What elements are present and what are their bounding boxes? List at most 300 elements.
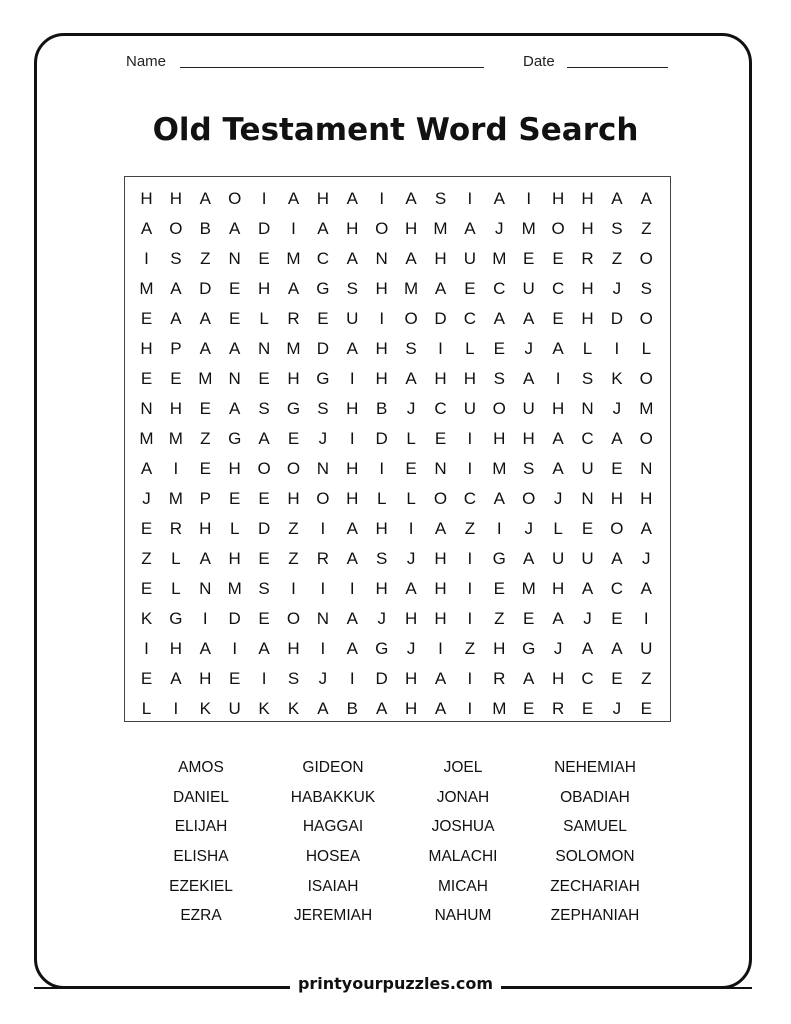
grid-letter[interactable]: H (404, 219, 418, 238)
grid-letter[interactable]: G (492, 549, 506, 568)
grid-letter[interactable]: I (555, 369, 561, 388)
grid-letter[interactable]: H (493, 639, 506, 658)
grid-letter[interactable]: O (286, 459, 301, 478)
grid-letter[interactable]: A (552, 459, 564, 478)
grid-letter[interactable]: R (316, 549, 330, 568)
grid-letter[interactable]: A (581, 579, 594, 598)
grid-letter[interactable]: J (318, 669, 328, 688)
grid-letter[interactable]: E (581, 699, 594, 718)
grid-letter[interactable]: A (552, 609, 564, 628)
grid-letter[interactable]: H (375, 339, 388, 358)
grid-letter[interactable]: I (144, 249, 149, 268)
grid-letter[interactable]: N (434, 459, 447, 478)
grid-letter[interactable]: R (581, 249, 594, 268)
grid-letter[interactable]: M (492, 699, 507, 718)
grid-letter[interactable]: H (581, 189, 594, 208)
grid-letter[interactable]: J (495, 219, 504, 238)
grid-letter[interactable]: A (346, 189, 358, 208)
grid-letter[interactable]: O (639, 309, 653, 328)
grid-letter[interactable]: E (199, 459, 211, 478)
grid-letter[interactable]: K (258, 699, 270, 718)
grid-letter[interactable]: E (405, 459, 417, 478)
grid-letter[interactable]: H (228, 459, 241, 478)
grid-letter[interactable]: I (467, 459, 473, 478)
grid-letter[interactable]: S (611, 219, 623, 238)
grid-letter[interactable]: H (228, 549, 241, 568)
grid-letter[interactable]: Z (141, 549, 152, 568)
grid-letter[interactable]: H (257, 279, 271, 298)
grid-letter[interactable]: U (581, 459, 594, 478)
grid-letter[interactable]: O (404, 309, 418, 328)
grid-letter[interactable]: A (199, 639, 211, 658)
grid-letter[interactable]: H (551, 189, 565, 208)
grid-letter[interactable]: J (406, 549, 416, 568)
grid-letter[interactable]: K (287, 699, 300, 718)
grid-letter[interactable]: A (405, 249, 417, 268)
grid-letter[interactable]: L (171, 579, 181, 598)
grid-letter[interactable]: E (287, 429, 300, 448)
grid-letter[interactable]: A (199, 309, 211, 328)
grid-letter[interactable]: N (316, 459, 330, 478)
grid-letter[interactable]: A (464, 219, 476, 238)
grid-letter[interactable]: A (346, 519, 358, 538)
grid-letter[interactable]: U (581, 549, 594, 568)
grid-letter[interactable]: A (493, 189, 505, 208)
grid-letter[interactable]: E (493, 579, 505, 598)
grid-letter[interactable]: A (640, 189, 652, 208)
grid-letter[interactable]: A (199, 189, 211, 208)
grid-letter[interactable]: M (198, 369, 213, 388)
grid-letter[interactable]: N (581, 489, 594, 508)
grid-letter[interactable]: A (611, 429, 623, 448)
grid-letter[interactable]: E (640, 699, 652, 718)
grid-letter[interactable]: A (376, 699, 388, 718)
grid-letter[interactable]: L (553, 519, 563, 538)
grid-letter[interactable]: H (404, 699, 418, 718)
grid-letter[interactable]: M (168, 489, 183, 508)
grid-letter[interactable]: D (375, 429, 388, 448)
grid-letter[interactable]: A (199, 549, 211, 568)
grid-letter[interactable]: E (611, 669, 623, 688)
grid-letter[interactable]: S (258, 399, 270, 418)
grid-letter[interactable]: I (320, 639, 326, 658)
grid-letter[interactable]: L (406, 489, 416, 508)
grid-letter[interactable]: I (320, 519, 326, 538)
grid-letter[interactable]: H (404, 669, 418, 688)
grid-letter[interactable]: I (438, 339, 443, 358)
grid-letter[interactable]: S (376, 549, 388, 568)
grid-letter[interactable]: U (522, 399, 535, 418)
grid-letter[interactable]: E (258, 609, 270, 628)
grid-letter[interactable]: L (582, 339, 593, 358)
grid-letter[interactable]: H (375, 279, 388, 298)
grid-letter[interactable]: A (581, 639, 594, 658)
grid-letter[interactable]: O (492, 399, 506, 418)
grid-letter[interactable]: U (640, 639, 653, 658)
grid-letter[interactable]: I (438, 639, 443, 658)
grid-letter[interactable]: A (640, 579, 652, 598)
grid-letter[interactable]: Z (464, 639, 476, 658)
grid-letter[interactable]: L (141, 699, 152, 718)
grid-letter[interactable]: A (405, 369, 417, 388)
grid-letter[interactable]: S (170, 249, 182, 268)
grid-letter[interactable]: H (463, 369, 477, 388)
grid-letter[interactable]: H (375, 369, 388, 388)
grid-letter[interactable]: I (467, 549, 473, 568)
grid-letter[interactable]: O (228, 189, 242, 208)
grid-letter[interactable]: O (639, 429, 653, 448)
grid-letter[interactable]: S (287, 669, 300, 688)
grid-letter[interactable]: E (140, 309, 153, 328)
grid-letter[interactable]: A (346, 639, 358, 658)
grid-letter[interactable]: M (492, 459, 507, 478)
grid-letter[interactable]: O (639, 369, 653, 388)
grid-letter[interactable]: H (434, 579, 447, 598)
grid-letter[interactable]: D (228, 609, 241, 628)
grid-letter[interactable]: A (552, 339, 564, 358)
grid-letter[interactable]: A (523, 309, 535, 328)
grid-letter[interactable]: H (522, 429, 535, 448)
grid-letter[interactable]: H (434, 549, 447, 568)
grid-letter[interactable]: A (346, 549, 358, 568)
grid-letter[interactable]: U (463, 249, 477, 268)
grid-letter[interactable]: E (258, 369, 270, 388)
grid-letter[interactable]: Z (464, 519, 476, 538)
grid-letter[interactable]: H (140, 189, 153, 208)
grid-letter[interactable]: G (228, 429, 242, 448)
grid-letter[interactable]: L (406, 429, 416, 448)
grid-letter[interactable]: A (405, 579, 417, 598)
grid-letter[interactable]: I (349, 429, 355, 448)
grid-letter[interactable]: H (551, 399, 565, 418)
grid-letter[interactable]: N (199, 579, 212, 598)
grid-letter[interactable]: H (287, 369, 300, 388)
grid-letter[interactable]: E (170, 369, 182, 388)
grid-letter[interactable]: A (346, 339, 358, 358)
grid-letter[interactable]: G (522, 639, 536, 658)
grid-letter[interactable]: D (316, 339, 330, 358)
grid-letter[interactable]: A (287, 279, 300, 298)
grid-letter[interactable]: E (464, 279, 476, 298)
grid-letter[interactable]: S (405, 339, 417, 358)
grid-letter[interactable]: I (467, 699, 473, 718)
grid-letter[interactable]: S (523, 459, 535, 478)
grid-letter[interactable]: H (434, 369, 447, 388)
grid-letter[interactable]: H (346, 399, 359, 418)
grid-letter[interactable]: K (140, 609, 153, 628)
grid-letter[interactable]: C (493, 279, 506, 298)
grid-letter[interactable]: L (229, 519, 240, 538)
grid-letter[interactable]: R (493, 669, 506, 688)
grid-letter[interactable]: H (169, 189, 183, 208)
grid-letter[interactable]: O (286, 609, 301, 628)
grid-letter[interactable]: M (286, 339, 301, 358)
grid-letter[interactable]: H (551, 579, 565, 598)
grid-letter[interactable]: A (523, 549, 535, 568)
grid-letter[interactable]: H (287, 489, 300, 508)
grid-letter[interactable]: J (583, 609, 592, 628)
grid-letter[interactable]: A (170, 309, 182, 328)
grid-letter[interactable]: O (522, 489, 536, 508)
grid-letter[interactable]: H (610, 489, 624, 508)
grid-letter[interactable]: H (640, 489, 653, 508)
grid-letter[interactable]: A (317, 219, 329, 238)
grid-letter[interactable]: A (434, 669, 447, 688)
grid-letter[interactable]: I (467, 669, 473, 688)
grid-letter[interactable]: N (640, 459, 653, 478)
grid-letter[interactable]: U (346, 309, 359, 328)
grid-letter[interactable]: D (257, 519, 271, 538)
grid-letter[interactable]: H (346, 219, 359, 238)
grid-letter[interactable]: I (261, 669, 267, 688)
grid-letter[interactable]: E (523, 609, 535, 628)
grid-letter[interactable]: S (258, 579, 270, 598)
grid-letter[interactable]: E (140, 369, 153, 388)
grid-letter[interactable]: H (404, 609, 418, 628)
grid-letter[interactable]: A (611, 189, 623, 208)
grid-letter[interactable]: A (258, 639, 270, 658)
grid-letter[interactable]: E (229, 669, 241, 688)
grid-letter[interactable]: S (493, 369, 505, 388)
grid-letter[interactable]: E (493, 339, 505, 358)
grid-letter[interactable]: E (258, 549, 270, 568)
grid-letter[interactable]: H (199, 669, 212, 688)
grid-letter[interactable]: O (551, 219, 565, 238)
grid-letter[interactable]: C (581, 669, 594, 688)
grid-letter[interactable]: A (405, 189, 417, 208)
grid-letter[interactable]: S (346, 279, 358, 298)
grid-letter[interactable]: A (140, 459, 153, 478)
grid-letter[interactable]: C (610, 579, 624, 598)
grid-letter[interactable]: J (524, 519, 533, 538)
grid-letter[interactable]: I (291, 219, 296, 238)
grid-letter[interactable]: I (349, 579, 355, 598)
grid-letter[interactable]: I (467, 609, 473, 628)
grid-letter[interactable]: A (523, 369, 535, 388)
grid-letter[interactable]: N (228, 369, 241, 388)
grid-letter[interactable]: B (199, 219, 211, 238)
grid-letter[interactable]: I (173, 699, 179, 718)
grid-letter[interactable]: H (581, 219, 594, 238)
grid-letter[interactable]: C (316, 249, 330, 268)
grid-letter[interactable]: M (139, 429, 154, 448)
grid-letter[interactable]: H (346, 459, 359, 478)
grid-letter[interactable]: E (229, 309, 241, 328)
grid-letter[interactable]: A (434, 279, 447, 298)
grid-letter[interactable]: G (316, 369, 330, 388)
grid-letter[interactable]: A (611, 549, 623, 568)
grid-letter[interactable]: B (376, 399, 388, 418)
grid-letter[interactable]: O (169, 219, 183, 238)
grid-letter[interactable]: E (523, 249, 535, 268)
grid-letter[interactable]: J (406, 399, 416, 418)
grid-letter[interactable]: A (434, 699, 447, 718)
grid-letter[interactable]: J (318, 429, 328, 448)
grid-letter[interactable]: H (287, 639, 300, 658)
grid-letter[interactable]: A (140, 219, 153, 238)
grid-letter[interactable]: S (434, 189, 447, 208)
grid-letter[interactable]: E (523, 699, 535, 718)
grid-letter[interactable]: A (552, 429, 564, 448)
grid-letter[interactable]: I (173, 459, 179, 478)
grid-letter[interactable]: I (379, 459, 385, 478)
grid-letter[interactable]: M (433, 219, 448, 238)
grid-letter[interactable]: M (521, 219, 536, 238)
grid-letter[interactable]: H (169, 399, 183, 418)
grid-letter[interactable]: A (317, 699, 329, 718)
grid-letter[interactable]: I (349, 669, 355, 688)
grid-letter[interactable]: L (465, 339, 475, 358)
grid-letter[interactable]: I (144, 639, 149, 658)
grid-letter[interactable]: I (467, 429, 473, 448)
grid-letter[interactable]: E (140, 519, 153, 538)
grid-letter[interactable]: E (581, 519, 594, 538)
grid-letter[interactable]: Z (288, 519, 299, 538)
grid-letter[interactable]: E (140, 669, 153, 688)
grid-letter[interactable]: A (229, 219, 241, 238)
grid-letter[interactable]: A (229, 339, 241, 358)
grid-letter[interactable]: I (261, 189, 267, 208)
grid-letter[interactable]: A (493, 489, 505, 508)
grid-letter[interactable]: G (316, 279, 330, 298)
grid-letter[interactable]: E (611, 609, 623, 628)
grid-letter[interactable]: L (171, 549, 181, 568)
grid-letter[interactable]: H (316, 189, 330, 208)
grid-letter[interactable]: H (375, 579, 388, 598)
grid-letter[interactable]: I (467, 189, 473, 208)
grid-letter[interactable]: E (611, 459, 623, 478)
grid-letter[interactable]: M (227, 579, 242, 598)
grid-letter[interactable]: C (581, 429, 594, 448)
grid-letter[interactable]: C (463, 309, 477, 328)
grid-letter[interactable]: A (346, 249, 358, 268)
grid-letter[interactable]: P (199, 489, 211, 508)
grid-letter[interactable]: J (406, 639, 416, 658)
grid-letter[interactable]: D (434, 309, 447, 328)
grid-letter[interactable]: E (199, 399, 211, 418)
grid-letter[interactable]: Z (641, 669, 652, 688)
grid-letter[interactable]: R (287, 309, 300, 328)
grid-letter[interactable]: N (228, 249, 241, 268)
grid-letter[interactable]: I (349, 369, 355, 388)
grid-letter[interactable]: M (404, 279, 419, 298)
grid-letter[interactable]: M (139, 279, 154, 298)
grid-letter[interactable]: U (228, 699, 241, 718)
grid-letter[interactable]: J (612, 399, 622, 418)
grid-letter[interactable]: A (523, 669, 535, 688)
grid-letter[interactable]: G (286, 399, 301, 418)
grid-letter[interactable]: J (377, 609, 386, 628)
grid-letter[interactable]: O (639, 249, 653, 268)
grid-letter[interactable]: H (493, 429, 506, 448)
grid-letter[interactable]: A (434, 519, 447, 538)
grid-letter[interactable]: O (433, 489, 448, 508)
grid-letter[interactable]: I (643, 609, 649, 628)
grid-letter[interactable]: E (140, 579, 153, 598)
grid-letter[interactable]: G (375, 639, 389, 658)
grid-letter[interactable]: A (346, 609, 358, 628)
grid-letter[interactable]: C (551, 279, 565, 298)
grid-letter[interactable]: E (229, 279, 241, 298)
grid-letter[interactable]: U (522, 279, 535, 298)
grid-letter[interactable]: D (199, 279, 212, 298)
grid-letter[interactable]: S (581, 369, 594, 388)
grid-letter[interactable]: E (258, 249, 270, 268)
grid-letter[interactable]: L (641, 339, 652, 358)
grid-letter[interactable]: H (169, 639, 183, 658)
grid-letter[interactable]: A (258, 429, 270, 448)
grid-letter[interactable]: E (434, 429, 447, 448)
grid-letter[interactable]: D (257, 219, 271, 238)
grid-letter[interactable]: N (581, 399, 594, 418)
grid-letter[interactable]: I (291, 579, 296, 598)
grid-letter[interactable]: A (611, 639, 623, 658)
grid-letter[interactable]: L (376, 489, 387, 508)
grid-letter[interactable]: C (463, 489, 477, 508)
grid-letter[interactable]: O (375, 219, 389, 238)
grid-letter[interactable]: S (640, 279, 652, 298)
grid-letter[interactable]: P (170, 339, 182, 358)
name-line[interactable] (180, 67, 484, 68)
grid-letter[interactable]: M (521, 579, 536, 598)
grid-letter[interactable]: K (199, 699, 211, 718)
grid-letter[interactable]: H (581, 279, 594, 298)
grid-letter[interactable]: O (610, 519, 624, 538)
grid-letter[interactable]: E (552, 309, 564, 328)
grid-letter[interactable]: J (612, 279, 622, 298)
grid-letter[interactable]: R (169, 519, 183, 538)
grid-letter[interactable]: I (232, 639, 238, 658)
date-line[interactable] (567, 67, 668, 68)
grid-letter[interactable]: N (257, 339, 271, 358)
grid-letter[interactable]: Z (200, 249, 211, 268)
grid-letter[interactable]: M (492, 249, 507, 268)
grid-letter[interactable]: A (640, 519, 652, 538)
grid-letter[interactable]: C (434, 399, 447, 418)
grid-letter[interactable]: N (316, 609, 330, 628)
grid-letter[interactable]: O (316, 489, 330, 508)
grid-letter[interactable]: H (346, 489, 359, 508)
grid-letter[interactable]: R (551, 699, 565, 718)
grid-letter[interactable]: M (286, 249, 301, 268)
grid-letter[interactable]: A (199, 339, 211, 358)
grid-letter[interactable]: I (496, 519, 502, 538)
grid-letter[interactable]: J (553, 489, 563, 508)
grid-letter[interactable]: E (552, 249, 564, 268)
grid-letter[interactable]: H (551, 669, 565, 688)
grid-letter[interactable]: I (614, 339, 620, 358)
grid-letter[interactable]: J (142, 489, 151, 508)
grid-letter[interactable]: J (642, 549, 651, 568)
grid-letter[interactable]: H (375, 519, 388, 538)
grid-letter[interactable]: D (610, 309, 624, 328)
grid-letter[interactable]: I (379, 309, 385, 328)
grid-letter[interactable]: E (258, 489, 270, 508)
grid-letter[interactable]: L (259, 309, 269, 328)
grid-letter[interactable]: S (317, 399, 329, 418)
grid-letter[interactable]: O (257, 459, 271, 478)
grid-letter[interactable]: U (463, 399, 477, 418)
grid-letter[interactable]: J (612, 699, 622, 718)
grid-letter[interactable]: D (375, 669, 388, 688)
grid-letter[interactable]: I (408, 519, 414, 538)
grid-letter[interactable]: H (434, 609, 447, 628)
grid-letter[interactable]: Z (288, 549, 299, 568)
grid-letter[interactable]: A (170, 669, 182, 688)
grid-letter[interactable]: I (320, 579, 326, 598)
grid-letter[interactable]: G (169, 609, 183, 628)
grid-letter[interactable]: H (140, 339, 153, 358)
